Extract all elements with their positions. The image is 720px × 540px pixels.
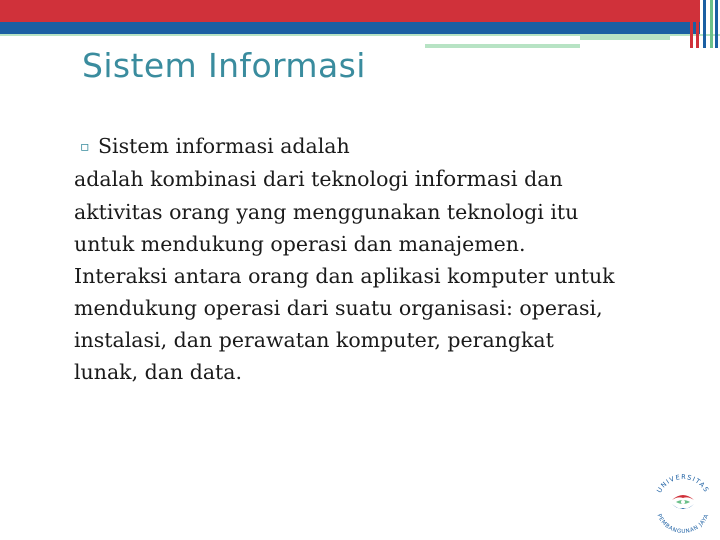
university-logo (648, 462, 718, 538)
body-line-emphasis: informasi (414, 167, 518, 192)
body-line: lunak, dan data. (74, 360, 243, 384)
slide-body (74, 130, 694, 388)
header-band-red (0, 0, 700, 23)
header-accent-green-left (425, 44, 580, 48)
body-line-post: dan (517, 167, 563, 191)
header-strip (703, 0, 706, 48)
body-line: untuk mendukung operasi dan manajemen. (74, 232, 526, 256)
header-accent-green-right (580, 36, 670, 40)
body-line: Interaksi antara orang dan aplikasi komputer untuk (74, 264, 615, 288)
bullet-item (74, 130, 694, 163)
body-line: aktivitas orang yang menggunakan teknologi itu (74, 200, 579, 224)
bullet-icon: ▫ (80, 139, 90, 155)
body-line-pre: adalah kombinasi dari teknologi (74, 167, 415, 191)
header-strip (690, 0, 693, 48)
slide-title: Sistem Informasi (82, 46, 366, 85)
logo-ring-text-bottom: PEMBANGUNAN JAYA (655, 513, 711, 536)
body-line: mendukung operasi dari suatu organisasi: operasi, (74, 296, 603, 320)
body-line (74, 163, 694, 196)
body-line: instalasi, dan perawatan komputer, perangkat (74, 328, 554, 352)
header-strip (696, 0, 699, 48)
bullet-text: Sistem informasi adalah (98, 134, 350, 158)
logo-ring-text-top: UNIVERSITAS (655, 472, 711, 495)
logo-emblem-icon (672, 495, 694, 509)
header-strip (710, 0, 713, 48)
header-strip (715, 0, 718, 48)
header-band-blue (0, 22, 700, 34)
